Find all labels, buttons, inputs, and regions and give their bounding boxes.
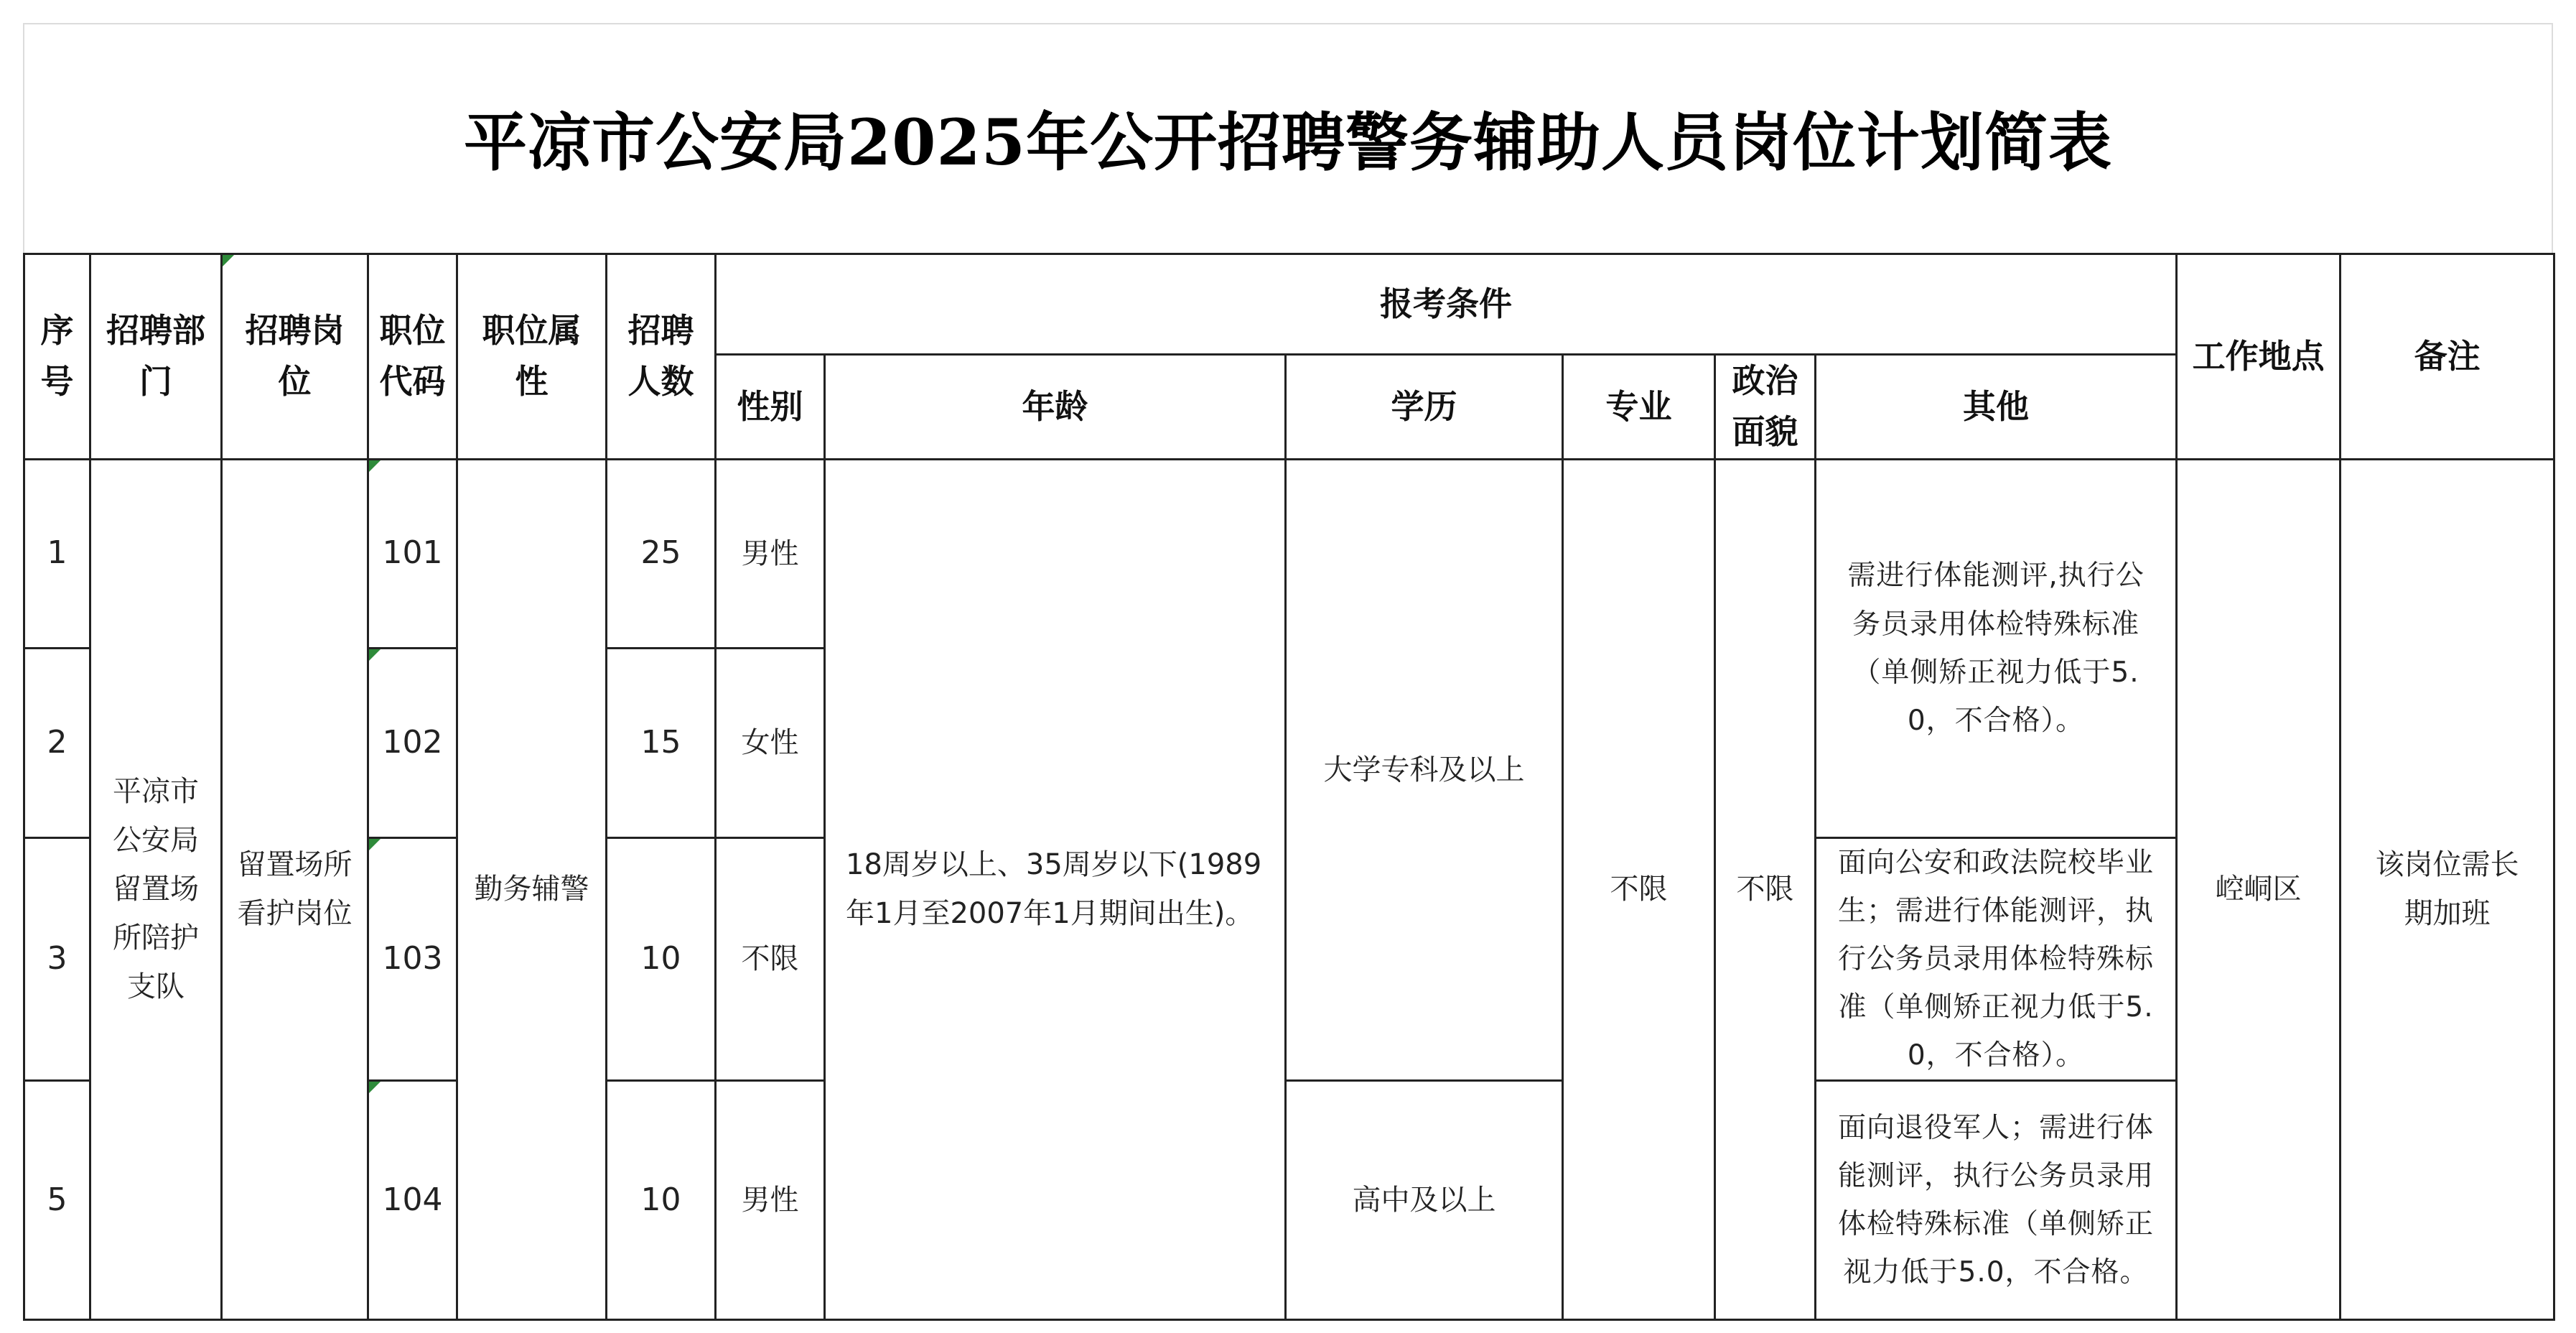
header-location: 工作地点 [2177, 254, 2341, 460]
table-row [24, 1080, 2554, 1319]
cell-seq: 2 [24, 648, 90, 837]
header-conditions: 报考条件 [716, 254, 2177, 355]
cell-code: 103 [368, 837, 457, 1080]
header-major: 专业 [1563, 355, 1715, 460]
cell-location: 崆峒区 [2177, 459, 2341, 1319]
cell-post: 留置场所看护岗位 [222, 459, 368, 1319]
cell-count: 25 [607, 459, 716, 648]
header-remark: 备注 [2341, 254, 2554, 460]
cell-seq: 3 [24, 837, 90, 1080]
header-education: 学历 [1286, 355, 1563, 460]
header-count: 招聘人数 [607, 254, 716, 460]
header-seq: 序号 [24, 254, 90, 460]
cell-other-5: 面向退役军人；需进行体能测评，执行公务员录用体检特殊标准（单侧矫正视力低于5.0，不合格。 [1816, 1080, 2177, 1319]
recruitment-plan-table [23, 253, 2555, 1321]
cell-gender: 不限 [716, 837, 825, 1080]
cell-gender: 男性 [716, 459, 825, 648]
cell-code: 102 [368, 648, 457, 837]
cell-attr: 勤务辅警 [457, 459, 607, 1319]
cell-count: 10 [607, 837, 716, 1080]
header-other: 其他 [1816, 355, 2177, 460]
cell-gender: 女性 [716, 648, 825, 837]
header-code: 职位代码 [368, 254, 457, 460]
cell-code: 101 [368, 459, 457, 648]
header-politics: 政治面貌 [1715, 355, 1816, 460]
cell-education-highschool: 高中及以上 [1286, 1080, 1563, 1319]
cell-seq: 5 [24, 1080, 90, 1319]
cell-major: 不限 [1563, 459, 1715, 1319]
cell-code: 104 [368, 1080, 457, 1319]
header-attr: 职位属性 [457, 254, 607, 460]
page-title: 平凉市公安局2025年公开招聘警务辅助人员岗位计划简表 [464, 105, 2112, 180]
cell-age: 18周岁以上、35周岁以下(1989年1月至2007年1月期间出生)。 [825, 459, 1286, 1319]
header-age: 年龄 [825, 355, 1286, 460]
header-gender: 性别 [716, 355, 825, 460]
cell-remark: 该岗位需长期加班 [2341, 459, 2554, 1319]
cell-seq: 1 [24, 459, 90, 648]
cell-dept: 平凉市公安局留置场所陪护支队 [90, 459, 222, 1319]
header-dept: 招聘部门 [90, 254, 222, 460]
cell-politics: 不限 [1715, 459, 1816, 1319]
cell-other-3: 面向公安和政法院校毕业生；需进行体能测评，执行公务员录用体检特殊标准（单侧矫正视力低于5.0，不合格）。 [1816, 837, 2177, 1080]
cell-other-1-2: 需进行体能测评,执行公务员录用体检特殊标准（单侧矫正视力低于5.0，不合格）。 [1816, 459, 2177, 837]
cell-education-college: 大学专科及以上 [1286, 459, 1563, 1080]
table-row [24, 459, 2554, 648]
header-post: 招聘岗位 [222, 254, 368, 460]
cell-count: 15 [607, 648, 716, 837]
cell-gender: 男性 [716, 1080, 825, 1319]
cell-count: 10 [607, 1080, 716, 1319]
